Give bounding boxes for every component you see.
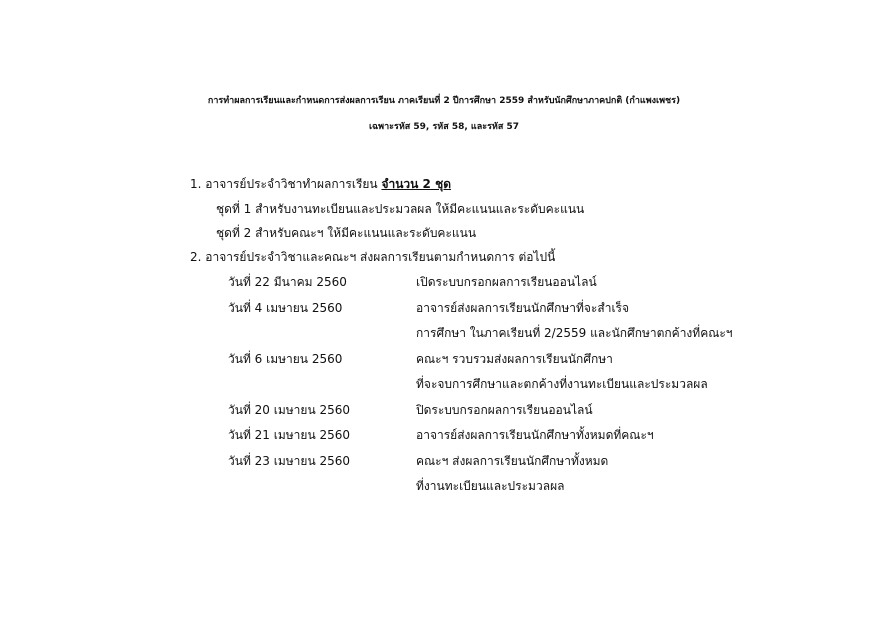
document-title: การทำผลการเรียนและกำหนดการส่งผลการเรียน ภาคเรียนที่ 2 ปีการศึกษา 2559 สำหรับนักศึกษาภาคปกติ (กำแพงเพชร) [207, 96, 681, 106]
section-1-heading-text: 1. อาจารย์ประจำวิชาทำผลการเรียน [190, 177, 378, 191]
section-1-heading [190, 175, 451, 194]
schedule-date: วันที่ 21 เมษายน 2560 [228, 428, 350, 442]
schedule-date: วันที่ 22 มีนาคม 2560 [228, 275, 347, 289]
schedule-desc: ที่จะจบการศึกษาและตกค้างที่งานทะเบียนและประมวลผล [416, 377, 708, 391]
schedule-desc: ที่งานทะเบียนและประมวลผล [416, 479, 565, 493]
schedule-desc: การศึกษา ในภาคเรียนที่ 2/2559 และนักศึกษาตกค้างที่คณะฯ [416, 326, 733, 340]
schedule-desc: อาจารย์ส่งผลการเรียนนักศึกษาทั้งหมดที่คณะฯ [416, 428, 654, 442]
schedule-date: วันที่ 23 เมษายน 2560 [228, 454, 350, 468]
section-1-item: ชุดที่ 2 สำหรับคณะฯ ให้มีคะแนนและระดับคะแนน [216, 226, 477, 240]
section-2-heading: 2. อาจารย์ประจำวิชาและคณะฯ ส่งผลการเรียนตามกำหนดการ ต่อไปนี้ [190, 250, 556, 264]
section-1-item: ชุดที่ 1 สำหรับงานทะเบียนและประมวลผล ให้มีคะแนนและระดับคะแนน [216, 202, 585, 216]
document-subtitle: เฉพาะรหัส 59, รหัส 58, และรหัส 57 [368, 122, 520, 132]
section-1-heading-emphasis: จำนวน 2 ชุด [381, 177, 452, 191]
schedule-date: วันที่ 20 เมษายน 2560 [228, 403, 350, 417]
schedule-desc: อาจารย์ส่งผลการเรียนนักศึกษาที่จะสำเร็จ [416, 301, 630, 315]
schedule-desc: คณะฯ รวบรวมส่งผลการเรียนนักศึกษา [416, 352, 613, 366]
schedule-date: วันที่ 4 เมษายน 2560 [228, 301, 343, 315]
schedule-date: วันที่ 6 เมษายน 2560 [228, 352, 343, 366]
schedule-desc: คณะฯ ส่งผลการเรียนนักศึกษาทั้งหมด [416, 454, 609, 468]
schedule-desc: ปิดระบบกรอกผลการเรียนออนไลน์ [416, 403, 593, 417]
schedule-desc: เปิดระบบกรอกผลการเรียนออนไลน์ [416, 275, 597, 289]
